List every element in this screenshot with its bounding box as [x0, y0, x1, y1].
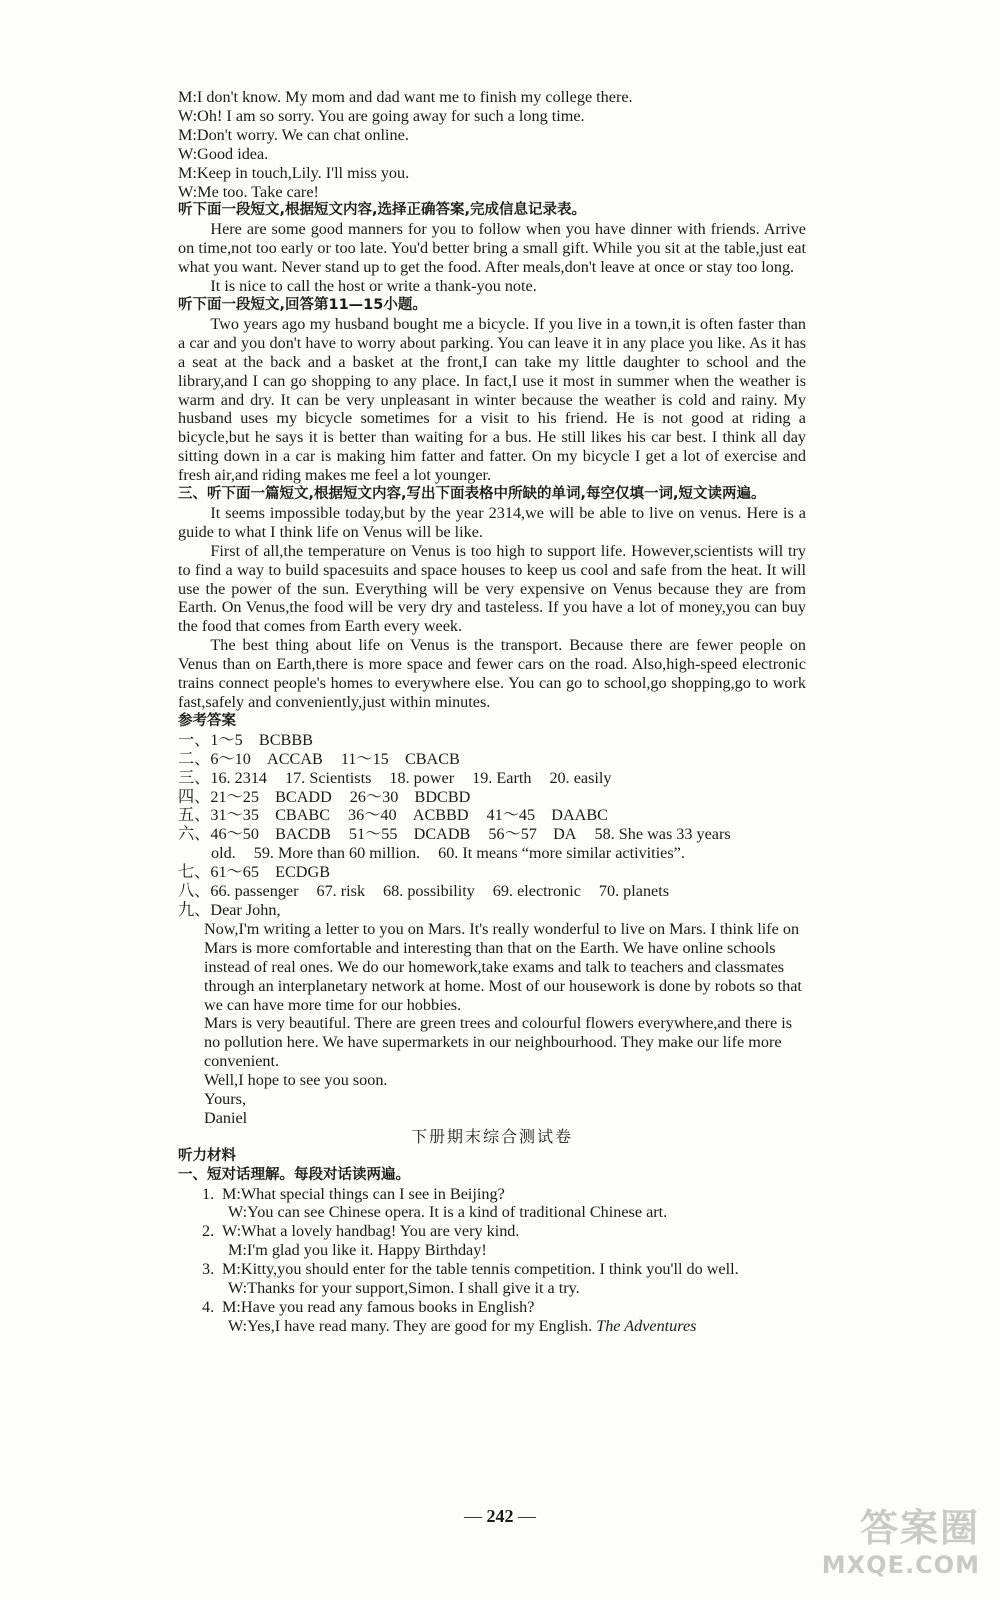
sample-letter: [178, 920, 806, 1128]
answer-group: old.: [211, 844, 236, 863]
dialog-question: [178, 1298, 806, 1336]
question-number: 4.: [202, 1298, 215, 1316]
answer-group: 60. It means “more similar activities”.: [438, 844, 685, 863]
answer-group: 67. risk: [316, 882, 366, 901]
section-3-heading: 三、听下面一篇短文,根据短文内容,写出下面表格中所缺的单词,每空仅填一词,短文读两遍。: [178, 486, 766, 503]
question-number: 1.: [202, 1184, 215, 1203]
answer-group: 56～57 DA: [488, 825, 577, 844]
dialog-question: [178, 1222, 806, 1260]
answer-group: 26～30 BDCBD: [349, 787, 471, 806]
dialog-line: W:Me too. Take care!: [178, 182, 319, 201]
dialog-line: W:What a lovely handbag! You are very kind.: [222, 1222, 520, 1241]
answer-row: [178, 788, 806, 807]
answer-group: 11～15 CBACB: [340, 749, 460, 768]
manners-paragraph: Here are some good manners for you to follow when you have dinner with friends. Arrive on time,not too early or too late. You'd better bring a small gift. While you sit at the table,just eat what you want. Never stand up to get the food. After meals,don't leave at once or stay too long.: [178, 220, 806, 277]
dialog-line: W:You can see Chinese opera. It is a kind of traditional Chinese art.: [228, 1203, 668, 1222]
answer-group: 58. She was 33 years: [594, 825, 731, 844]
venus-paragraph: It seems impossible today,but by the year 2314,we will be able to live on venus. Here is a guide to what I think life on Venus will be like.: [178, 503, 806, 541]
watermark-url-text: MXQE.COM: [821, 1551, 980, 1579]
watermark-logo-text: 答案圈: [859, 1506, 980, 1550]
answer-row: [178, 901, 806, 920]
dialog-first-line: [202, 1222, 806, 1241]
answer-group: 41～45 DAABC: [486, 806, 608, 825]
dialog-question: [178, 1260, 806, 1298]
dialog-line: W:Good idea.: [178, 144, 269, 163]
dialog-line: [202, 1317, 806, 1336]
section-1-heading: 一、短对话理解。每段对话读两遍。: [178, 1166, 410, 1183]
heading-questions-11-15: 听下面一段短文,回答第11—15小题。: [178, 296, 427, 313]
dialog-question: [178, 1185, 806, 1223]
answer-group: 68. possibility: [383, 882, 475, 901]
dialog-answer: W:Yes,I have read many. They are good for my English.: [228, 1316, 593, 1335]
answer-group: 五、31～35 CBABC: [178, 806, 331, 825]
dialog-continuation: [178, 88, 806, 201]
dialog-line: M:Kitty,you should enter for the table tennis competition. I think you'll do well.: [222, 1260, 739, 1279]
letter-greeting: 九、Dear John,: [178, 900, 281, 919]
dialog-line: M:What special things can I see in Beijing?: [222, 1184, 505, 1203]
answer-group: 19. Earth: [472, 768, 532, 787]
answer-row: [178, 844, 806, 863]
test-title: 下册期末综合测试卷: [410, 1126, 573, 1146]
dialog-first-line: [202, 1185, 806, 1204]
dialog-line: M:Have you read any famous books in English?: [222, 1298, 535, 1316]
dialog-line: M:Don't worry. We can chat online.: [178, 125, 409, 144]
answer-group: 36～40 ACBBD: [348, 806, 469, 825]
letter-sign-off: Yours,: [204, 1090, 246, 1109]
heading-info-table: 听下面一段短文,根据短文内容,选择正确答案,完成信息记录表。: [178, 202, 587, 219]
footer-dash-right: —: [518, 1506, 536, 1526]
dialog-line: M:I'm glad you like it. Happy Birthday!: [228, 1241, 487, 1260]
dialog-line: W:Thanks for your support,Simon. I shall give it a try.: [228, 1279, 580, 1298]
text-column: [178, 88, 806, 1336]
site-watermark: [802, 1505, 980, 1591]
answer-group: 一、1～5 BCBBB: [178, 730, 313, 749]
answer-group: 三、16. 2314: [178, 768, 268, 787]
letter-paragraph: Now,I'm writing a letter to you on Mars. It's really wonderful to live on Mars. I think life on Mars is more comfortable and interesting than that on the Earth. We have online schools instead of real ones. We do our homework,take exams and talk to teachers and classmates through an interplanetary network at home. Most of our housework is done by robots so that we can have more time for our hobbies.: [204, 919, 802, 1014]
dialog-line: M:I don't know. My mom and dad want me to finish my college there.: [178, 88, 633, 106]
answer-row: [178, 882, 806, 901]
dialog-line: W:Oh! I am so sorry. You are going away for such a long time.: [178, 106, 585, 125]
answer-row: [178, 863, 806, 882]
answer-row: [178, 806, 806, 825]
answer-row: [178, 825, 806, 844]
question-number: 2.: [202, 1222, 215, 1241]
book-title: The Adventures: [596, 1316, 697, 1335]
footer-dash-left: —: [464, 1506, 482, 1526]
manners-paragraph: It is nice to call the host or write a thank-you note.: [210, 277, 537, 296]
answer-group: 六、46～50 BACDB: [178, 825, 331, 844]
dialog-first-line: [202, 1260, 806, 1279]
venus-paragraph: First of all,the temperature on Venus is too high to support life. However,scientists will try to find a way to build spacesuits and space houses to keep us cool and safe from the heat. It will use the power of the sun. Everything will be very expensive on Venus because they are from Earth. On Venus,the food will be very dry and tasteless. If you have a lot of money,you can buy the food that comes from Earth every week.: [178, 541, 806, 636]
answer-group: 18. power: [389, 768, 455, 787]
answer-group: 51～55 DCADB: [348, 825, 471, 844]
answer-group: 17. Scientists: [285, 768, 372, 787]
answer-group: 59. More than 60 million.: [253, 844, 421, 863]
answer-group: 20. easily: [549, 768, 612, 787]
answer-group: 八、66. passenger: [178, 882, 299, 901]
answer-group: 70. planets: [598, 882, 670, 901]
question-number: 3.: [202, 1260, 215, 1279]
letter-signature: Daniel: [204, 1108, 248, 1127]
bicycle-paragraph: Two years ago my husband bought me a bicycle. If you live in a town,it is often faster than a car and you don't have to worry about parking. You can leave it in any place you like. As it has a seat at the back and a basket at the front,I can take my little daughter to school and the library,and I can go shopping to any place. In fact,I use it most in summer when the weather is warm and dry. It can be very unpleasant in winter because the weather is cold and rainy. My husband uses my bicycle sometimes for a visit to his friend. He is not good at riding a bicycle,but he says it is better than waiting for a bus. He still likes his car best. I think all day sitting down in a car is making him fatter and fatter. On my bicycle I get a lot of exercise and fresh air,and riding makes me feel a lot younger.: [178, 314, 806, 485]
dialog-first-line: [202, 1298, 806, 1317]
page-number: 242: [486, 1506, 514, 1526]
answer-row: [178, 750, 806, 769]
answer-key: [178, 731, 806, 920]
listening-material-heading: 听力材料: [178, 1147, 236, 1164]
letter-paragraph: Mars is very beautiful. There are green trees and colourful flowers everywhere,and there is no pollution here. We have supermarkets in our neighbourhood. They make our life more convenient.: [204, 1014, 793, 1071]
dialog-line: M:Keep in touch,Lily. I'll miss you.: [178, 163, 410, 182]
venus-paragraph: The best thing about life on Venus is the transport. Because there are fewer people on Venus than on Earth,there is more space and fewer cars on the road. Also,high-speed electronic trains connect people's homes to everywhere else. You can go to school,go shopping,go to work fast,safely and conveniently,just within minutes.: [178, 636, 806, 711]
answer-row: [178, 769, 806, 788]
answer-row: [178, 731, 806, 750]
answers-heading: 参考答案: [178, 712, 236, 729]
answer-group: 七、61～65 ECDGB: [178, 863, 330, 882]
answer-group: 69. electronic: [492, 882, 581, 901]
answer-group: 四、21～25 BCADD: [178, 787, 332, 806]
answer-group: 二、6～10 ACCAB: [178, 749, 323, 768]
letter-closing: Well,I hope to see you soon.: [204, 1071, 388, 1090]
